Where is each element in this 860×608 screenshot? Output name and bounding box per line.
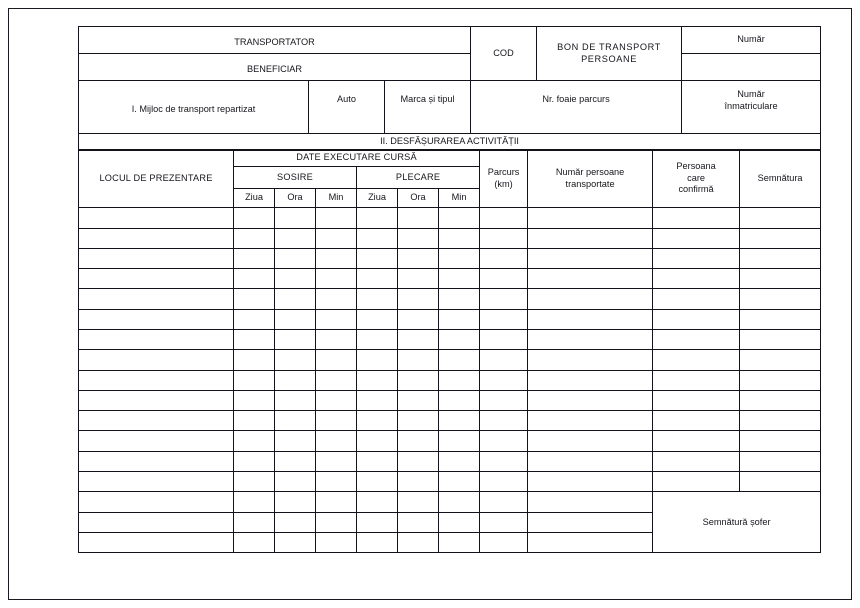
marca-tipul-label: Marca și tipul (400, 94, 455, 104)
table-cell[interactable] (740, 289, 821, 309)
auto-label: Auto (337, 94, 356, 104)
table-cell[interactable] (528, 248, 653, 268)
table-cell[interactable] (357, 330, 398, 350)
table-cell[interactable] (357, 350, 398, 370)
table-cell[interactable] (439, 248, 480, 268)
table-cell[interactable] (357, 228, 398, 248)
table-cell[interactable] (79, 309, 234, 329)
mijloc-transport-field[interactable] (79, 81, 309, 134)
col-header-sosire-min-label: Min (328, 192, 344, 203)
table-cell[interactable] (275, 228, 316, 248)
table-row (79, 248, 821, 268)
table-cell[interactable] (79, 228, 234, 248)
table-cell[interactable] (740, 330, 821, 350)
header-row-transportator (79, 27, 821, 54)
col-header-locul-prezentare-label: LOCUL DE PREZENTARE (99, 172, 213, 183)
transport-form (78, 26, 820, 553)
table-row (79, 269, 821, 289)
table-cell[interactable] (316, 309, 357, 329)
section-ii-row (79, 133, 821, 150)
table-cell[interactable] (357, 532, 398, 552)
table-cell[interactable] (480, 248, 528, 268)
table-cell[interactable] (528, 269, 653, 289)
col-header-date-executare-cursa-label: DATE EXECUTARE CURSĂ (296, 152, 417, 163)
table-cell[interactable] (480, 390, 528, 410)
col-header-plecare-label: PLECARE (395, 171, 441, 182)
table-cell[interactable] (357, 269, 398, 289)
table-cell[interactable] (740, 431, 821, 451)
table-cell[interactable] (528, 492, 653, 512)
table-row (79, 390, 821, 410)
table-cell[interactable] (653, 350, 740, 370)
table-cell[interactable] (234, 390, 275, 410)
table-cell[interactable] (234, 370, 275, 390)
col-header-plecare-ora-label: Ora (410, 192, 426, 203)
col-header-parcurs-line1: Parcurs (487, 167, 520, 178)
numar-value-field[interactable] (682, 54, 821, 81)
table-cell[interactable] (528, 411, 653, 431)
table-cell[interactable] (234, 248, 275, 268)
beneficiar-field[interactable] (79, 54, 471, 81)
table-cell[interactable] (316, 370, 357, 390)
transportator-label: TRANSPORTATOR (234, 36, 315, 47)
table-cell[interactable] (398, 472, 439, 492)
col-header-date-executare-cursa (234, 150, 480, 167)
table-cell[interactable] (79, 390, 234, 410)
col-header-semnatura (740, 150, 821, 208)
table-cell[interactable] (79, 492, 234, 512)
table-cell[interactable] (480, 451, 528, 471)
table-row (79, 350, 821, 370)
table-cell[interactable] (398, 512, 439, 532)
table-cell[interactable] (439, 350, 480, 370)
table-cell[interactable] (398, 289, 439, 309)
col-header-persoana-line2: care (687, 172, 705, 183)
table-cell[interactable] (740, 208, 821, 228)
numar-label: Număr (737, 34, 765, 45)
table-cell[interactable] (357, 390, 398, 410)
table-cell[interactable] (316, 289, 357, 309)
table-cell[interactable] (275, 370, 316, 390)
activity-header-row-1 (79, 150, 821, 167)
table-cell[interactable] (528, 532, 653, 552)
table-cell[interactable] (528, 431, 653, 451)
col-header-parcurs (480, 150, 528, 208)
table-cell[interactable] (398, 309, 439, 329)
table-cell[interactable] (398, 370, 439, 390)
table-cell[interactable] (480, 309, 528, 329)
table-cell[interactable] (398, 431, 439, 451)
beneficiar-label: BENEFICIAR (246, 63, 303, 74)
table-cell[interactable] (653, 269, 740, 289)
table-cell[interactable] (439, 532, 480, 552)
table-cell[interactable] (275, 472, 316, 492)
table-cell[interactable] (480, 492, 528, 512)
table-cell[interactable] (316, 228, 357, 248)
table-cell[interactable] (234, 411, 275, 431)
col-header-sosire-ora-label: Ora (287, 192, 303, 203)
marca-tipul-field[interactable] (385, 81, 471, 134)
table-cell[interactable] (653, 208, 740, 228)
signature-driver-field[interactable] (653, 492, 821, 553)
table-cell[interactable] (740, 228, 821, 248)
table-cell[interactable] (79, 248, 234, 268)
col-header-sosire-ziua (234, 189, 275, 208)
table-cell[interactable] (398, 532, 439, 552)
table-cell[interactable] (439, 512, 480, 532)
table-cell[interactable] (357, 512, 398, 532)
table-cell[interactable] (357, 411, 398, 431)
table-cell[interactable] (398, 228, 439, 248)
table-cell[interactable] (316, 411, 357, 431)
col-header-persoana-line1: Persoana (676, 161, 716, 172)
col-header-plecare (357, 167, 480, 189)
col-header-sosire-min (316, 189, 357, 208)
table-cell[interactable] (234, 512, 275, 532)
nr-foaie-parcurs-label: Nr. foaie parcurs (542, 94, 610, 104)
table-cell[interactable] (316, 330, 357, 350)
table-cell[interactable] (528, 370, 653, 390)
table-cell[interactable] (79, 512, 234, 532)
table-cell[interactable] (528, 451, 653, 471)
table-cell[interactable] (79, 532, 234, 552)
table-cell[interactable] (357, 248, 398, 268)
activity-table (78, 149, 821, 553)
table-cell[interactable] (653, 309, 740, 329)
cod-label: COD (493, 47, 514, 58)
col-header-parcurs-line2: (km) (494, 178, 513, 189)
table-cell[interactable] (528, 512, 653, 532)
table-cell[interactable] (357, 472, 398, 492)
table-cell[interactable] (357, 492, 398, 512)
table-cell[interactable] (439, 269, 480, 289)
table-cell[interactable] (439, 431, 480, 451)
col-header-persoana-line3: confirmă (678, 184, 714, 195)
table-cell[interactable] (275, 451, 316, 471)
table-cell[interactable] (275, 289, 316, 309)
table-cell[interactable] (653, 472, 740, 492)
table-cell[interactable] (653, 451, 740, 471)
table-row (79, 492, 821, 512)
table-row (79, 472, 821, 492)
table-cell[interactable] (79, 350, 234, 370)
table-row (79, 370, 821, 390)
col-header-numar-persoane (528, 150, 653, 208)
table-cell[interactable] (275, 492, 316, 512)
table-cell[interactable] (357, 370, 398, 390)
table-cell[interactable] (740, 248, 821, 268)
table-row (79, 309, 821, 329)
table-cell[interactable] (480, 330, 528, 350)
table-cell[interactable] (528, 350, 653, 370)
table-cell[interactable] (480, 289, 528, 309)
table-row (79, 431, 821, 451)
table-cell[interactable] (275, 532, 316, 552)
col-header-persoana-confirma (653, 150, 740, 208)
mijloc-transport-label: I. Mijloc de transport repartizat (131, 103, 256, 114)
table-row (79, 289, 821, 309)
table-cell[interactable] (398, 269, 439, 289)
table-row (79, 228, 821, 248)
col-header-plecare-ziua (357, 189, 398, 208)
table-cell[interactable] (275, 512, 316, 532)
table-cell[interactable] (316, 451, 357, 471)
table-cell[interactable] (79, 472, 234, 492)
table-cell[interactable] (480, 208, 528, 228)
table-cell[interactable] (439, 208, 480, 228)
table-cell[interactable] (740, 472, 821, 492)
table-cell[interactable] (528, 208, 653, 228)
table-cell[interactable] (316, 269, 357, 289)
table-cell[interactable] (398, 350, 439, 370)
table-cell[interactable] (234, 472, 275, 492)
table-row (79, 208, 821, 228)
table-cell[interactable] (439, 289, 480, 309)
table-cell[interactable] (398, 411, 439, 431)
table-cell[interactable] (316, 472, 357, 492)
table-cell[interactable] (234, 208, 275, 228)
table-cell[interactable] (316, 512, 357, 532)
numar-inmatriculare-field[interactable] (682, 81, 821, 134)
table-cell[interactable] (234, 228, 275, 248)
table-cell[interactable] (79, 431, 234, 451)
signature-driver-label: Semnătură șofer (702, 516, 771, 527)
table-cell[interactable] (653, 228, 740, 248)
table-cell[interactable] (275, 390, 316, 410)
nr-foaie-parcurs-field[interactable] (471, 81, 682, 134)
table-cell[interactable] (439, 472, 480, 492)
numar-inmatriculare-line2: înmatriculare (724, 100, 778, 111)
table-cell[interactable] (439, 411, 480, 431)
table-cell[interactable] (79, 411, 234, 431)
table-cell[interactable] (316, 208, 357, 228)
transportator-field[interactable] (79, 27, 471, 54)
numar-label-cell (682, 27, 821, 54)
table-cell[interactable] (740, 350, 821, 370)
section-ii-header (79, 133, 821, 150)
section-ii-label: II. DESFĂȘURAREA ACTIVITĂȚII (380, 135, 519, 146)
table-cell[interactable] (653, 411, 740, 431)
col-header-plecare-min-label: Min (451, 192, 467, 203)
table-cell[interactable] (275, 350, 316, 370)
table-cell[interactable] (439, 228, 480, 248)
table-cell[interactable] (528, 330, 653, 350)
table-cell[interactable] (234, 492, 275, 512)
table-cell[interactable] (480, 350, 528, 370)
table-cell[interactable] (480, 512, 528, 532)
table-cell[interactable] (275, 431, 316, 451)
table-cell[interactable] (480, 411, 528, 431)
table-cell[interactable] (480, 269, 528, 289)
col-header-numar-persoane-line1: Număr persoane (555, 167, 625, 178)
table-cell[interactable] (234, 309, 275, 329)
table-cell[interactable] (653, 289, 740, 309)
table-cell[interactable] (528, 472, 653, 492)
table-cell[interactable] (357, 451, 398, 471)
col-header-sosire-label: SOSIRE (277, 171, 313, 182)
table-cell[interactable] (480, 472, 528, 492)
table-cell[interactable] (653, 330, 740, 350)
table-cell[interactable] (398, 390, 439, 410)
table-cell[interactable] (480, 532, 528, 552)
col-header-plecare-min (439, 189, 480, 208)
table-cell[interactable] (653, 248, 740, 268)
col-header-sosire-ziua-label: Ziua (245, 192, 263, 203)
auto-field[interactable] (309, 81, 385, 134)
col-header-semnatura-label: Semnătura (757, 172, 803, 183)
table-cell[interactable] (79, 208, 234, 228)
col-header-sosire-ora (275, 189, 316, 208)
table-cell[interactable] (234, 532, 275, 552)
table-cell[interactable] (528, 228, 653, 248)
col-header-sosire (234, 167, 357, 189)
table-cell[interactable] (528, 390, 653, 410)
numar-inmatriculare-line1: Număr (737, 89, 765, 99)
table-cell[interactable] (79, 370, 234, 390)
table-cell[interactable] (234, 431, 275, 451)
table-cell[interactable] (398, 451, 439, 471)
table-cell[interactable] (79, 269, 234, 289)
table-cell[interactable] (480, 431, 528, 451)
form-header-table (78, 26, 821, 134)
table-cell[interactable] (480, 370, 528, 390)
table-cell[interactable] (357, 431, 398, 451)
table-cell[interactable] (357, 208, 398, 228)
table-cell[interactable] (439, 451, 480, 471)
table-cell[interactable] (653, 390, 740, 410)
table-cell[interactable] (275, 208, 316, 228)
table-cell[interactable] (653, 370, 740, 390)
table-cell[interactable] (357, 309, 398, 329)
table-cell[interactable] (234, 289, 275, 309)
table-cell[interactable] (740, 370, 821, 390)
table-cell[interactable] (357, 289, 398, 309)
table-cell[interactable] (439, 330, 480, 350)
table-cell[interactable] (740, 411, 821, 431)
table-cell[interactable] (439, 390, 480, 410)
section-ii-bar-table (78, 133, 821, 151)
col-header-plecare-ziua-label: Ziua (368, 192, 386, 203)
col-header-locul-prezentare (79, 150, 234, 208)
table-cell[interactable] (316, 492, 357, 512)
table-cell[interactable] (480, 228, 528, 248)
table-cell[interactable] (398, 492, 439, 512)
document-title (537, 27, 682, 81)
document-title-line1: BON DE TRANSPORT (557, 42, 661, 52)
table-cell[interactable] (79, 289, 234, 309)
table-cell[interactable] (275, 330, 316, 350)
table-cell[interactable] (316, 248, 357, 268)
table-cell[interactable] (234, 330, 275, 350)
table-cell[interactable] (275, 269, 316, 289)
col-header-numar-persoane-line2: transportate (565, 178, 615, 189)
table-cell[interactable] (398, 248, 439, 268)
table-cell[interactable] (275, 248, 316, 268)
table-cell[interactable] (439, 370, 480, 390)
table-cell[interactable] (234, 269, 275, 289)
table-cell[interactable] (275, 309, 316, 329)
table-cell[interactable] (79, 330, 234, 350)
table-cell[interactable] (439, 309, 480, 329)
col-header-plecare-ora (398, 189, 439, 208)
table-cell[interactable] (316, 350, 357, 370)
table-cell[interactable] (398, 330, 439, 350)
cod-field[interactable] (471, 27, 537, 81)
table-cell[interactable] (316, 390, 357, 410)
table-row (79, 411, 821, 431)
table-cell[interactable] (653, 431, 740, 451)
table-row (79, 330, 821, 350)
table-cell[interactable] (275, 411, 316, 431)
table-cell[interactable] (316, 532, 357, 552)
table-cell[interactable] (528, 289, 653, 309)
table-cell[interactable] (398, 208, 439, 228)
table-cell[interactable] (79, 451, 234, 471)
table-cell[interactable] (234, 350, 275, 370)
table-cell[interactable] (528, 309, 653, 329)
table-cell[interactable] (740, 309, 821, 329)
header-row-mijloc-transport (79, 81, 821, 134)
table-cell[interactable] (740, 269, 821, 289)
document-title-line2: PERSOANE (581, 53, 637, 64)
header-row-beneficiar (79, 54, 821, 81)
table-cell[interactable] (439, 492, 480, 512)
table-cell[interactable] (740, 451, 821, 471)
table-cell[interactable] (316, 431, 357, 451)
table-row (79, 451, 821, 471)
table-cell[interactable] (234, 451, 275, 471)
table-cell[interactable] (740, 390, 821, 410)
